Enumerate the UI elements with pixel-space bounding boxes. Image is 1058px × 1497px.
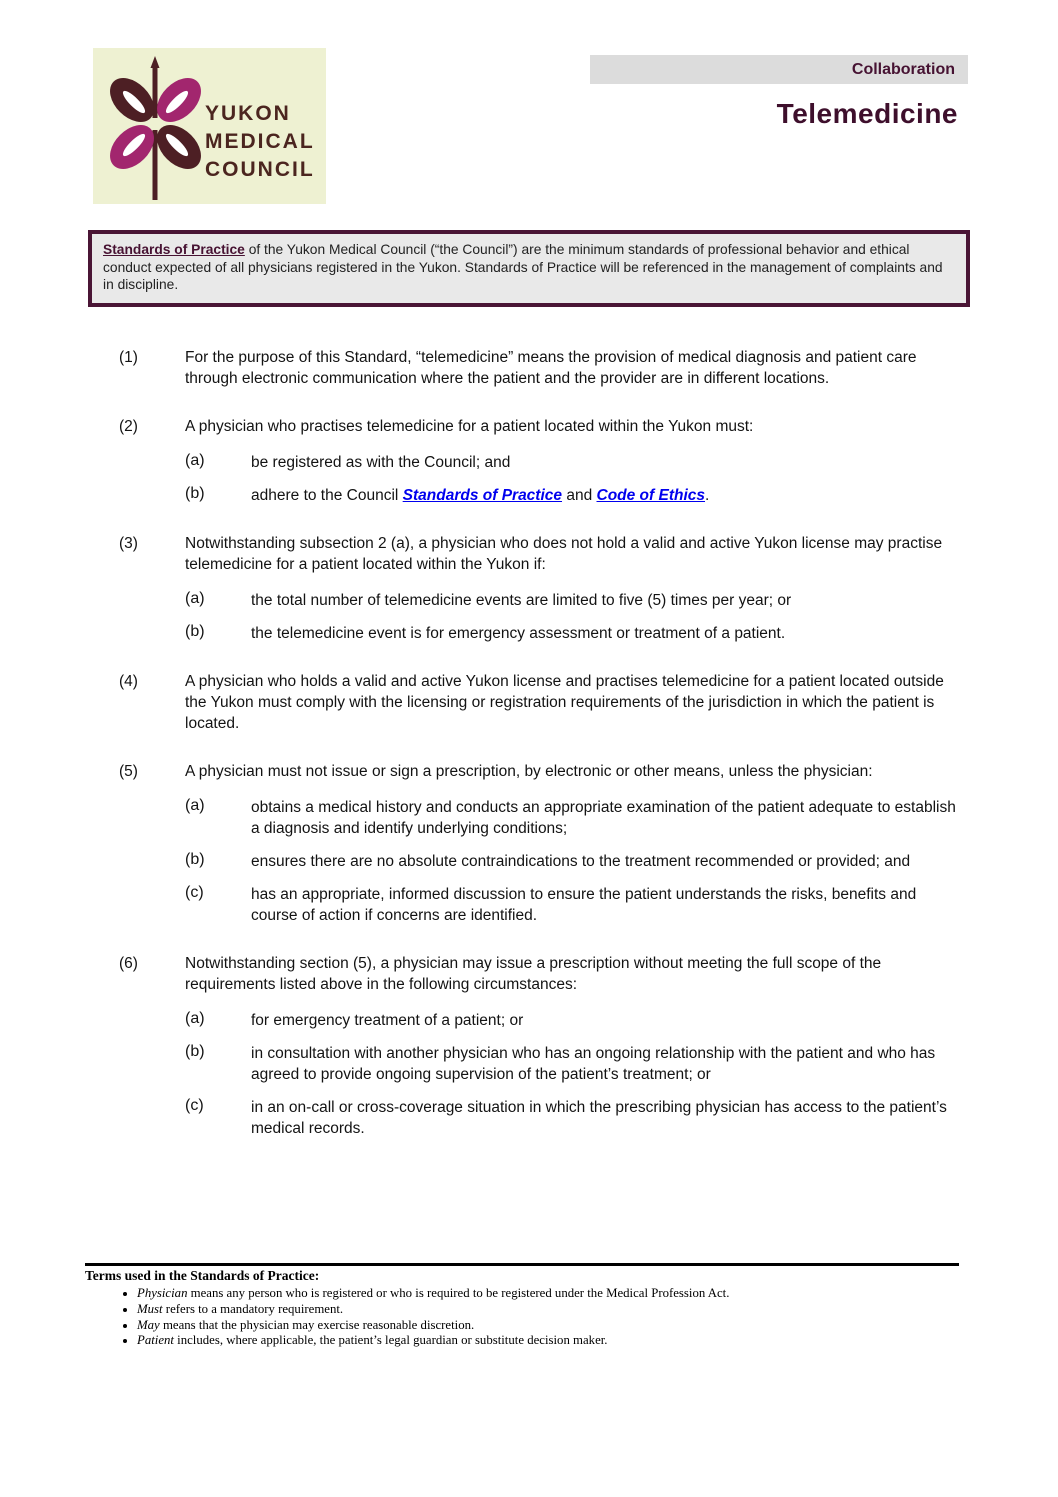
sub-text: obtains a medical history and conducts an appropriate examination of the patient adequate to establish a diagnosis and identify underlying conditions;	[251, 799, 956, 837]
sub-letter: (b)	[185, 851, 205, 868]
sub-letter: (b)	[185, 485, 205, 502]
standards-intro-box	[88, 230, 970, 307]
document-body	[88, 347, 960, 1166]
sub-letter: (b)	[185, 1043, 205, 1060]
term-may	[137, 1318, 959, 1334]
logo-text-council: COUNCIL	[205, 158, 315, 181]
term-must	[137, 1302, 959, 1318]
category-label: Collaboration	[851, 60, 955, 78]
section-3	[88, 533, 960, 644]
terms-list	[85, 1286, 959, 1349]
section-text: Notwithstanding section (5), a physician may issue a prescription without meeting the full scope of the requirements listed above in the following circumstances:	[185, 955, 882, 993]
sub-text: the total number of telemedicine events are limited to five (5) times per year; or	[251, 592, 792, 609]
sub-text-prefix: adhere to the Council	[251, 487, 403, 504]
section-number: (5)	[119, 763, 138, 780]
standards-of-practice-link[interactable]: Standards of Practice	[402, 487, 563, 504]
section-6	[88, 953, 960, 1139]
sub-letter: (b)	[185, 623, 205, 640]
sub-text-suffix: .	[705, 487, 710, 504]
sub-text: the telemedicine event is for emergency assessment or treatment of a patient.	[251, 625, 786, 642]
section-text: A physician who practises telemedicine for a patient located within the Yukon must:	[185, 418, 754, 435]
term-word: Patient	[137, 1333, 174, 1348]
section-5-sub-a	[185, 797, 960, 839]
term-physician	[137, 1286, 959, 1302]
section-1	[88, 347, 960, 389]
sub-text: has an appropriate, informed discussion to ensure the patient understands the risks, benefits and course of action if concerns are identified.	[251, 886, 917, 924]
section-text: A physician must not issue or sign a prescription, by electronic or other means, unless the physician:	[185, 763, 873, 780]
section-number: (4)	[119, 673, 138, 690]
standards-intro-lead: Standards of Practice	[103, 242, 245, 257]
sub-letter: (a)	[185, 590, 205, 607]
standards-intro-rest: of the Yukon Medical Council (“the Council”) are the minimum standards of professional behavior and ethical conduct expected of all physicians registered in the Yukon. Standards of Practice will be referenced in the management of complaints and in discipline.	[103, 242, 943, 292]
section-6-sub-a	[185, 1010, 960, 1031]
logo-text-yukon: YUKON	[205, 102, 291, 125]
section-5-sub-c	[185, 884, 960, 926]
sub-text: be registered as with the Council; and	[251, 454, 511, 471]
section-text: A physician who holds a valid and active Yukon license and practises telemedicine for a patient located outside the Yukon must comply with the licensing or registration requirements of the jurisdiction in which the patient is located.	[185, 673, 944, 732]
footer-terms	[85, 1263, 959, 1349]
section-6-sub-b	[185, 1043, 960, 1085]
section-5-sub-b	[185, 851, 960, 872]
category-bar	[590, 55, 968, 84]
page-title: Telemedicine	[776, 98, 958, 129]
sub-letter: (a)	[185, 797, 205, 814]
sub-letter: (a)	[185, 452, 205, 469]
section-number: (1)	[119, 349, 138, 366]
section-number: (6)	[119, 955, 138, 972]
section-number: (2)	[119, 418, 138, 435]
section-2-sub-b	[185, 485, 960, 506]
section-text: For the purpose of this Standard, “telemedicine” means the provision of medical diagnosis and patient care through electronic communication where the patient and the provider are in different locations.	[185, 349, 917, 387]
section-number: (3)	[119, 535, 138, 552]
sub-letter: (c)	[185, 1097, 204, 1114]
term-word: May	[137, 1317, 160, 1332]
term-definition: means that the physician may exercise reasonable discretion.	[159, 1317, 475, 1332]
sub-text-middle: and	[562, 487, 597, 504]
term-definition: means any person who is registered or who is required to be registered under the Medical Profession Act.	[187, 1286, 730, 1300]
section-2	[88, 416, 960, 506]
footer-divider	[85, 1263, 959, 1266]
term-definition: refers to a mandatory requirement.	[162, 1301, 344, 1316]
section-3-sub-b	[185, 623, 960, 644]
sub-text: in consultation with another physician who has an ongoing relationship with the patient and who has agreed to provide ongoing supervision of the patient’s treatment; or	[251, 1045, 936, 1083]
sub-text: in an on-call or cross-coverage situation in which the prescribing physician has access to the patient’s medical records.	[251, 1099, 947, 1137]
section-6-sub-c	[185, 1097, 960, 1139]
term-definition: includes, where applicable, the patient’s legal guardian or substitute decision maker.	[173, 1333, 608, 1348]
section-2-sub-a	[185, 452, 960, 473]
standards-intro-text	[103, 241, 955, 294]
term-word: Physician	[137, 1286, 188, 1300]
section-3-sub-a	[185, 590, 960, 611]
logo-text-medical: MEDICAL	[205, 130, 315, 153]
sub-text: for emergency treatment of a patient; or	[251, 1012, 524, 1029]
sub-letter: (c)	[185, 884, 204, 901]
sub-letter: (a)	[185, 1010, 205, 1027]
section-4	[88, 671, 960, 734]
section-text: Notwithstanding subsection 2 (a), a physician who does not hold a valid and active Yukon license may practise telemedicine for a patient located within the Yukon if:	[185, 535, 943, 573]
term-word: Must	[137, 1301, 163, 1316]
term-patient	[137, 1333, 959, 1349]
sub-text	[251, 485, 709, 506]
code-of-ethics-link[interactable]: Code of Ethics	[596, 487, 706, 504]
ymc-logo-graphic	[93, 48, 326, 204]
sub-text: ensures there are no absolute contraindications to the treatment recommended or provided; and	[251, 853, 911, 870]
section-5	[88, 761, 960, 926]
terms-title: Terms used in the Standards of Practice:	[85, 1268, 320, 1283]
ymc-logo	[93, 48, 326, 204]
